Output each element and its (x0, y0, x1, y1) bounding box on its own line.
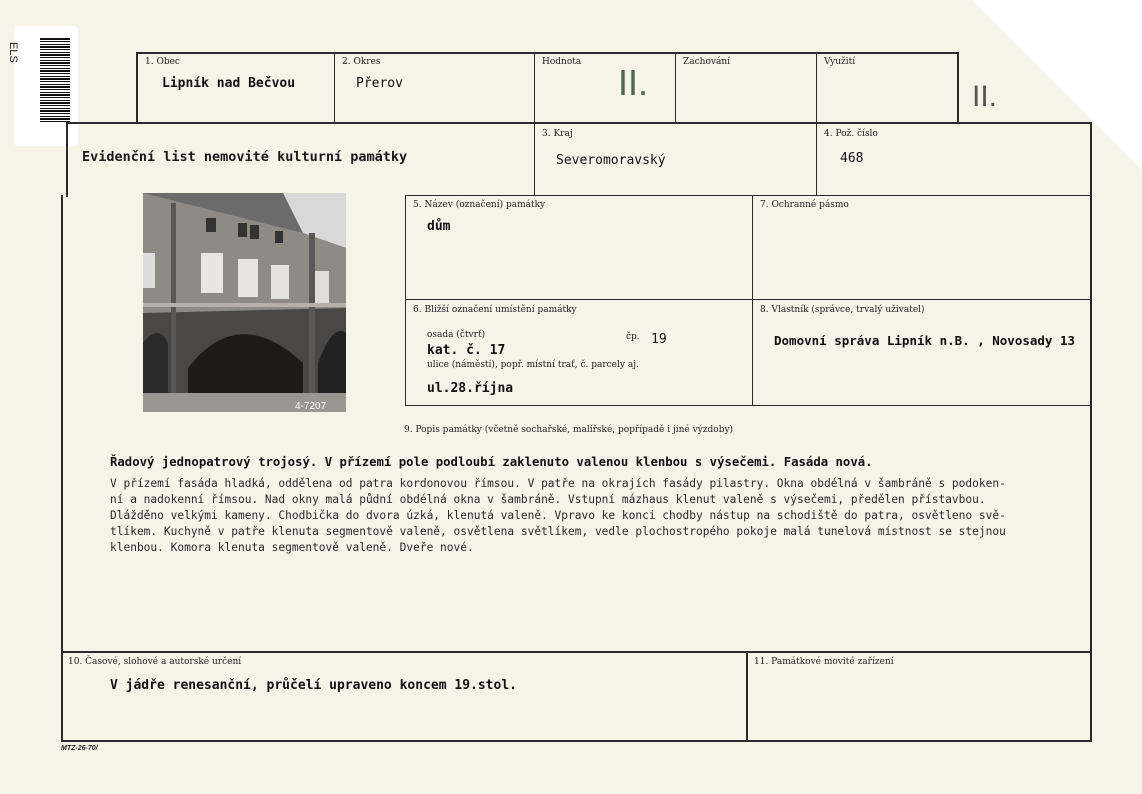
popis-headline: Řadový jednopatrový trojosý. V přízemí pole podloubí zaklenuto valenou klenbou s výsečemi. Fasáda nová. (110, 455, 873, 469)
poz-cislo-label: 4. Pož. číslo (824, 129, 878, 139)
okres-label: 2. Okres (342, 57, 381, 67)
osada-label: osada (čtvrť) (427, 330, 486, 340)
popis-line: Dlážděno velkými kameny. Chodbička do dvora úzká, klenutá valeně. Vpravo ke konci chodby nástup na schodiště do patra, osvětleno svě- (110, 509, 1006, 522)
vyuziti-label: Využití (824, 57, 856, 67)
rule (957, 52, 959, 124)
form-code: MTZ-26-70/ (61, 745, 98, 752)
rule (66, 122, 68, 197)
rule (334, 52, 335, 124)
popis-line: tlíkem. Kuchyně v patře klenuta segmentově valeně, osvětlena světlíkem, vedle plochostropého pokoje malá tunelová místnost se stejnou (110, 525, 1006, 538)
casove-value: V jádře renesanční, průčelí upraveno koncem 19.stol. (110, 678, 517, 693)
rule (405, 195, 406, 406)
rule (136, 52, 138, 124)
rule (534, 195, 1090, 196)
rule (61, 651, 1092, 653)
cp-value: 19 (651, 332, 667, 347)
building-photo (143, 193, 346, 412)
popis-line: ní a nadokenní římsou. Nad okny malá půdní obdélná okna v šambráně. Vstupní mázhaus klenut valeně s výsečemi, předělen přístavbou. (110, 493, 986, 506)
vlastnik-value: Domovní správa Lipník n.B. , Novosady 13 (774, 333, 1076, 348)
barcode-label: ELS (7, 42, 19, 63)
nazev-label: 5. Název (označení) památky (413, 200, 546, 210)
rule (752, 195, 753, 406)
popis-line: V přízemí fasáda hladká, oddělena od patra kordonovou římsou. V patře na okrajích fasády pilastry. Okna obdélná v šambráně s podoken- (110, 477, 1006, 490)
ulice-label: ulice (náměstí), popř. místní trať, č. parcely aj. (427, 360, 639, 370)
obec-value: Lipník nad Bečvou (162, 76, 296, 91)
okres-value: Přerov (356, 76, 403, 91)
osada-value: kat. č. 17 (427, 343, 506, 358)
rule (1090, 122, 1092, 742)
rule (61, 740, 1092, 742)
rule (136, 52, 959, 54)
umisteni-label: 6. Bližší označení umístění památky (413, 305, 577, 315)
movite-label: 11. Památkové movité zařízení (754, 657, 894, 667)
popis-label: 9. Popis památky (včetně sochařské, malířské, popřípadě i jiné výzdoby) (404, 425, 734, 435)
vlastnik-label: 8. Vlastník (správce, trvalý uživatel) (760, 305, 925, 315)
rule (405, 405, 1091, 406)
zachovani-label: Zachování (683, 57, 730, 67)
obec-label: 1. Obec (145, 57, 180, 67)
kraj-label: 3. Kraj (542, 129, 573, 139)
barcode-icon (40, 38, 70, 124)
hodnota-margin-mark: II. (972, 80, 998, 113)
ulice-value: ul.28.října (427, 381, 514, 396)
rule (66, 122, 1092, 124)
rule (675, 52, 676, 124)
paper-corner (972, 0, 1142, 170)
photo-caption: 4-7207 (295, 401, 327, 412)
popis-line: klenbou. Komora klenuta segmentově valeně. Dveře nové. (110, 541, 474, 554)
hodnota-label: Hodnota (542, 57, 582, 67)
rule (405, 299, 1091, 300)
cp-label: čp. (626, 332, 640, 342)
kraj-value: Severomoravský (556, 153, 666, 168)
nazev-value: dům (427, 219, 451, 234)
rule (746, 651, 748, 742)
rule (61, 195, 63, 742)
casove-label: 10. Časové, slohové a autorské určení (68, 657, 242, 667)
hodnota-value: II. (618, 62, 649, 103)
page-title: Evidenční list nemovité kulturní památky (82, 149, 408, 165)
poz-cislo-value: 468 (840, 151, 864, 166)
ochranne-pasmo-label: 7. Ochranné pásmo (760, 200, 849, 210)
rule (405, 195, 535, 196)
